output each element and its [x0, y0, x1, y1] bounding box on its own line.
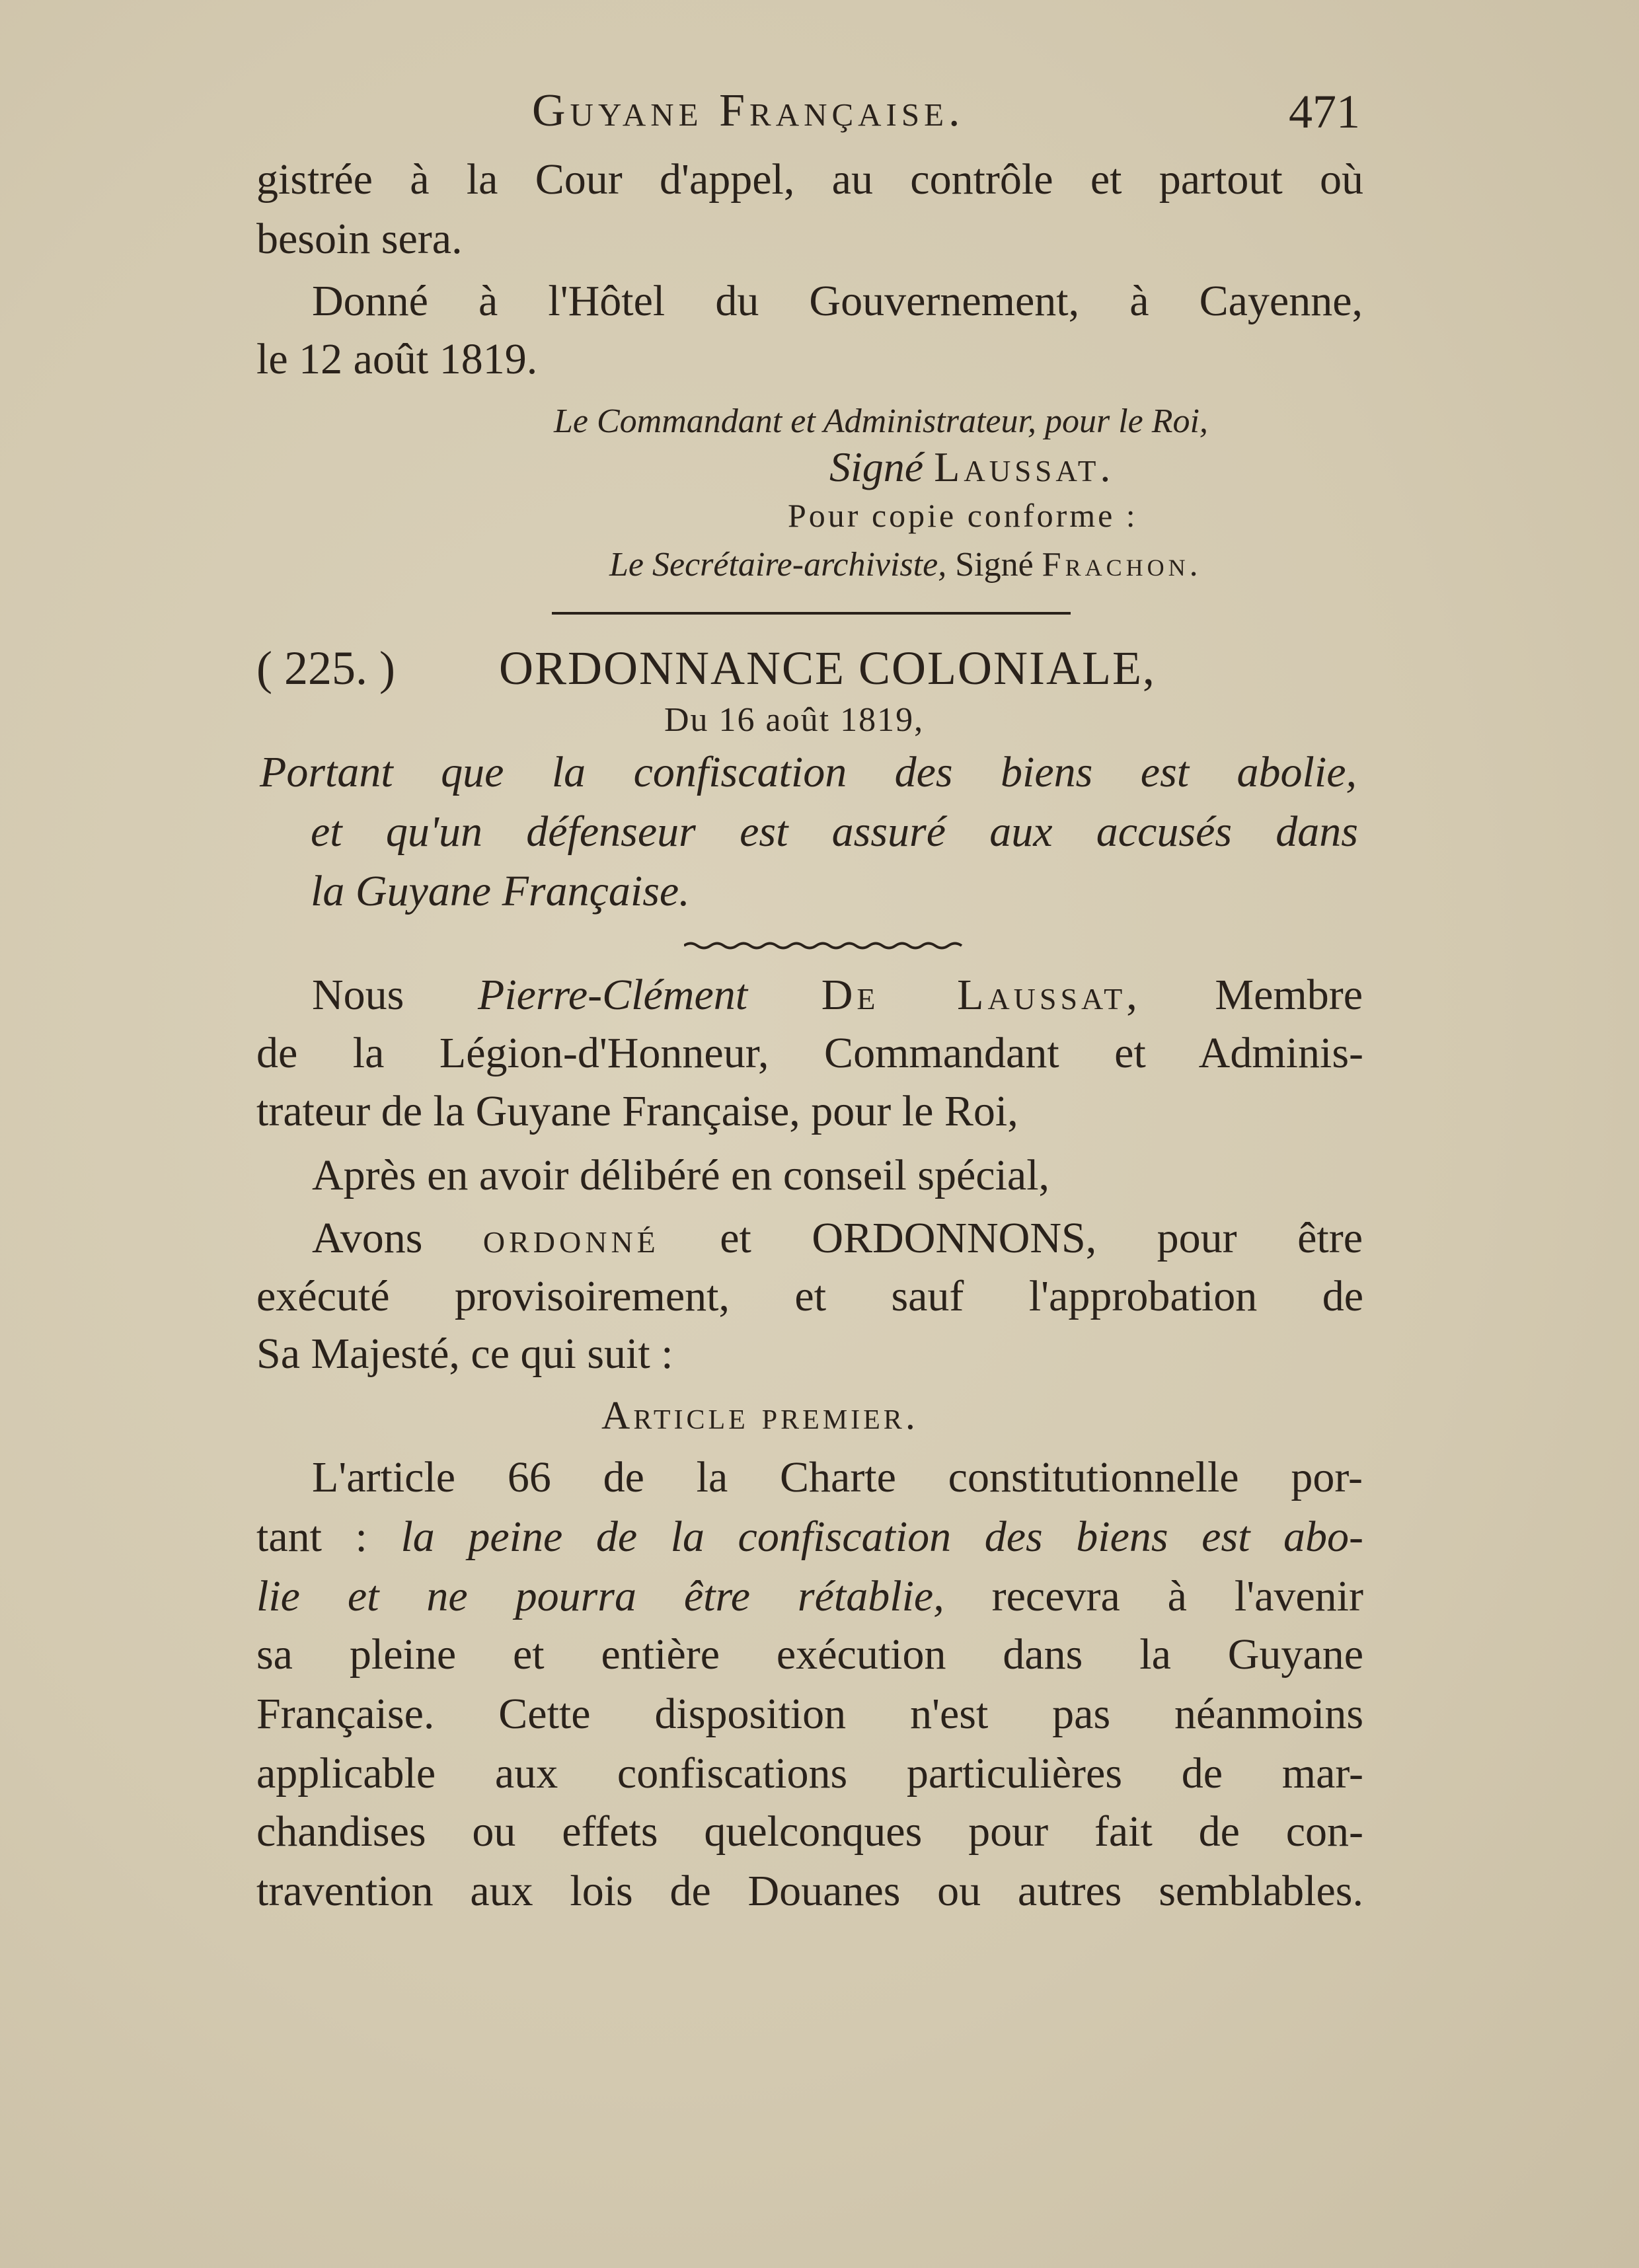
- archivist-name: Frachon.: [1042, 546, 1202, 584]
- text-line: L'article 66 de la Charte constitutionnelle por-: [312, 1453, 1363, 1501]
- text-line: travention aux lois de Douanes ou autres semblables.: [256, 1867, 1363, 1915]
- archivist-role: Le Secrétaire-archiviste,: [609, 546, 947, 584]
- signature-line: [829, 439, 1114, 495]
- word: ORDONNONS,: [812, 1214, 1097, 1262]
- text-line: applicable aux confiscations particulières de mar-: [256, 1749, 1363, 1797]
- ordinance-title: ORDONNANCE COLONIALE,: [499, 642, 1156, 695]
- running-title: Guyane Française.: [532, 85, 965, 136]
- word: tant :: [256, 1513, 367, 1561]
- signatory-name: Laussat.: [934, 443, 1115, 490]
- text-line: sa pleine et entière exécution dans la Guyane: [256, 1630, 1363, 1679]
- summary-line: et qu'un défenseur est assuré aux accusés dans: [311, 808, 1358, 856]
- word: pour être: [1157, 1214, 1363, 1262]
- person-surname: De Laussat,: [821, 971, 1141, 1019]
- text-line: [256, 1508, 1363, 1566]
- signatory-role: Le Commandant et Administrateur, pour le Roi,: [554, 402, 1208, 440]
- text-line: exécuté provisoirement, et sauf l'approbation de: [256, 1272, 1363, 1320]
- text-line: Sa Majesté, ce qui suit :: [256, 1330, 673, 1378]
- copy-label: Pour copie conforme :: [788, 497, 1138, 534]
- word: ordonné: [482, 1214, 660, 1262]
- person-name: Pierre-Clément: [478, 971, 748, 1019]
- text-line: Après en avoir délibéré en conseil spécial,: [312, 1151, 1050, 1199]
- summary-line: la Guyane Française.: [311, 867, 690, 915]
- text-line: besoin sera.: [256, 215, 463, 263]
- word: et: [720, 1214, 751, 1262]
- ordinance-number: ( 225. ): [256, 642, 395, 695]
- page-number: 471: [1289, 85, 1360, 138]
- quote: la peine de la confiscation des biens est abo-: [400, 1513, 1364, 1561]
- text-line: [312, 1209, 1363, 1267]
- text-line: gistrée à la Cour d'appel, au contrôle et partout où: [256, 155, 1363, 204]
- text-line: [256, 1568, 1363, 1626]
- text-line: Donné à l'Hôtel du Gouvernement, à Cayenne,: [312, 277, 1363, 325]
- archivist-signed: Signé: [955, 546, 1034, 584]
- ordinance-date: Du 16 août 1819,: [664, 701, 925, 739]
- article-heading: Article premier.: [601, 1394, 919, 1437]
- summary-line: Portant que la confiscation des biens est abolie,: [260, 748, 1357, 796]
- text-line: le 12 août 1819.: [256, 335, 538, 383]
- signed-label: Signé: [829, 443, 924, 490]
- word: recevra à l'avenir: [991, 1572, 1363, 1620]
- word: Nous: [312, 971, 404, 1019]
- text-line: [312, 966, 1363, 1024]
- section-divider: [552, 612, 1071, 615]
- text-line: Française. Cette disposition n'est pas néanmoins: [256, 1690, 1363, 1738]
- text-line: trateur de la Guyane Française, pour le Roi,: [256, 1087, 1018, 1135]
- word: Avons: [312, 1214, 423, 1262]
- word: Membre: [1215, 971, 1363, 1019]
- text-line: chandises ou effets quelconques pour fait de con-: [256, 1807, 1363, 1856]
- text-line: de la Légion-d'Honneur, Commandant et Adminis-: [256, 1029, 1363, 1077]
- ornament-rule: [684, 941, 965, 950]
- archivist-line: [609, 542, 1202, 588]
- quote: lie et ne pourra être rétablie,: [256, 1572, 944, 1620]
